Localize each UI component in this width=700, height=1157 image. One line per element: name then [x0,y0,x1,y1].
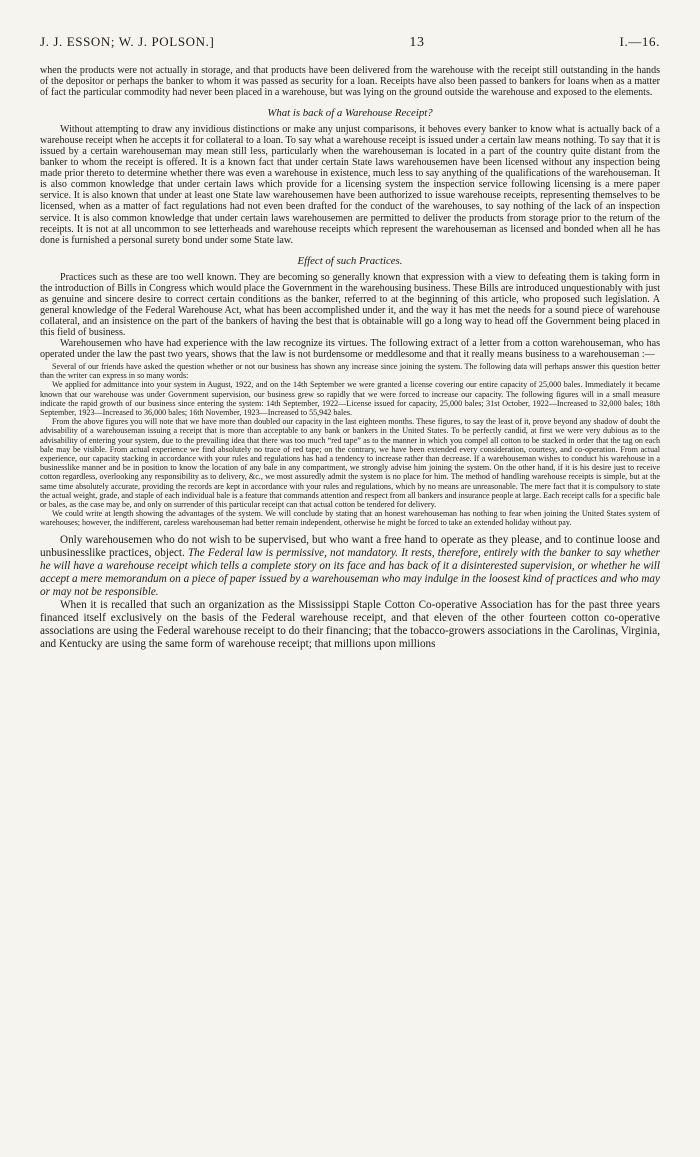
section2-paragraph-1: Practices such as these are too well known. They are becoming so generally known that expression with a view to defeating them is taking form in the introduction of Bills in Congress which would place the Government in the warehousing business. These Bills are introduced unquestionably with just as genuine and sincere desire to correct certain conditions as the banker, referred to at the beginning of this article, who proposed such legislation. A general knowledge of the Federal Warehouse Act, what has been accomplished under it, and the way it has met the needs for a sound piece of warehouse collateral, and an insistence on the part of the bankers of having the best that is obtainable will go a long way to head off the Government being placed in this field of business. [40,271,660,338]
page-number: 13 [409,35,425,50]
section1-paragraph: Without attempting to draw any invidious distinctions or make any unjust comparisons, it behoves every banker to know what is actually back of a warehouse receipt when he accepts it for collateral to a loan. To say what a warehouse receipt is issued under a certain law means nothing. To say that it is issued by a certain warehouseman may mean still less, particularly when the warehouseman is located in a part of the country quite distant from the banker to whom the receipt is offered. It is a known fact that under certain State laws warehousemen have been licensed without any inspection being made prior thereto to determine whether there was even a warehouse in existence, much less to say anything of the qualifications of the warehouseman. It is also common knowledge that under certain laws which provide for a licensing system the inspection service following licensing is a mere paper service. It is also known that under at least one State law warehousemen have been authorized to issue warehouse receipts, representing themselves to be licensed, when as a matter of fact regulations had not even been drafted for the conduct of the warehouses, to say nothing of the lack of an inspection service. It is also common knowledge that under certain laws warehousemen are permitted to deliver the products from storage prior to the return of the receipts. It is not at all uncommon to see letterheads and warehouse receipts which represent the warehouseman as licensed and bonded when all he has done is furnished a personal surety bond under some State law. [40,124,660,246]
quote-paragraph-2: We applied for admittance into your system in August, 1922, and on the 14th September we were granted a license covering our entire capacity of 25,000 bales. Immediately it became known that our warehouse was under Government supervision, our business grew so rapidly that we were forced to increase our capacity. The following figures will in a small measure indicate the rapid growth of our business since entering the system: 14th September, 1922—License issued for capacity, 25,000 bales; 31st October, 1922—Increased to 32,000 bales; 18th September, 1923—Increased to 36,000 bales; 16th November, 1923—Increased to 55,942 bales. [40,380,660,418]
closing-section [40,534,660,652]
header-document-ref: I.—16. [619,34,660,49]
quote-paragraph-4: We could write at length showing the advantages of the system. We will conclude by stating that an honest warehouseman has nothing to fear when joining the United States system of warehouses; however, the indifferent, careless warehouseman had better remain independent, otherwise he might be forced to take an extended holiday without pay. [40,509,660,528]
section-heading-effect-of-practices: Effect of such Practices. [297,254,403,267]
running-header [40,34,660,51]
closing-paragraph-2: When it is recalled that such an organization as the Mississippi Staple Cotton Co-operative Association has for the past three years financed itself exclusively on the basis of the Federal warehouse receipt, and that eleven of the other fourteen cotton co-operative associations are using the Federal warehouse receipt to do their financing; that the tobacco-growers associations in the Carolinas, Virginia, and Kentucky are using the same form of warehouse receipt; that millions upon millions [40,599,660,651]
quote-paragraph-3: From the above figures you will note that we have more than doubled our capacity in the last eighteen months. These figures, to say the least of it, prove beyond any shadow of doubt the advisability of a warehouseman issuing a receipt that is more than acceptable to any bank or bankers in the United States. To be perfectly candid, at first we were very dubious as to the advisability of entering your system, due to the prevailing idea that there was too much “red tape” as to the manner in which you compel all cotton to be stacked in order that the tag on each bale may be visible. From actual experience we find absolutely no trace of red tape; on the contrary, we have been extended every consideration, courtesy, and co-operation. From actual experience, our capacity stacking in accordance with your rules and regulations has had a tendency to increase rather than decrease. If a warehouseman wishes to conduct his warehouse in a businesslike manner and be in position to know the location of any bale in any compartment, we strongly advise him joining the system. On the other hand, if it is his desire just to receive cotton regardless, overlooking any responsibility as to delivery, &c., we most assuredly admit the system is no place for him. The method of handling warehouse receipts is simple, but at the same time absolutely accurate, providing the records are kept in accordance with your rules and regulations, which by no means are unreasonable. The mere fact that it is compulsory to state the actual weight, grade, and staple of each individual bale is a feature that commands attention and respect from all bankers and insurance people at large. Each receipt calls for a specific bale or bales, as the case may be, and only on surrender of this particular receipt can that actual cotton be tendered for delivery. [40,417,660,510]
letter-extract [40,362,660,528]
intro-paragraph: when the products were not actually in storage, and that products have been delivered from the warehouse with the receipt still outstanding in the hands of the depositor or perhaps the banker to whom it was passed as security for a loan. Receipts have also been passed to bankers for loans when as a matter of fact the particular commodity had never been placed in a warehouse, but was lying on the ground outside the warehouse and exposed to the elements. [40,65,660,99]
closing-paragraph-1-italic: The Federal law is permissive, not mandatory. It rests, therefore, entirely with the banker to say whether he will have a warehouse receipt which tells a complete story on its face and has back of it a disinterested supervision, or whether he will accept a mere memorandum on a piece of paper issued by a warehouseman who may indulge in the loosest kind of practices and who may or may not be responsible. [40,546,661,599]
section2-paragraph-2: Warehousemen who have had experience with the law recognize its virtues. The following extract of a letter from a cotton warehouseman, who has operated under the law the past two years, shows that the law is not burdensome or meddlesome and that it really means business to a warehouseman :— [40,337,660,360]
closing-paragraph-1 [40,534,660,599]
header-authors: J. J. ESSON; W. J. POLSON.] [40,34,215,49]
quote-paragraph-1: Several of our friends have asked the question whether or not our business has shown any increase since joining the system. The following data will perhaps answer this question better than the writer can express in so many words: [40,362,660,381]
closing-paragraph-1-text: Only warehousemen who do not wish to be supervised, but who want a free hand to operate as they please, and to continue loose and unbusinesslike practices, object. [40,533,660,559]
section-heading-warehouse-receipt: What is back of a Warehouse Receipt? [267,107,433,120]
